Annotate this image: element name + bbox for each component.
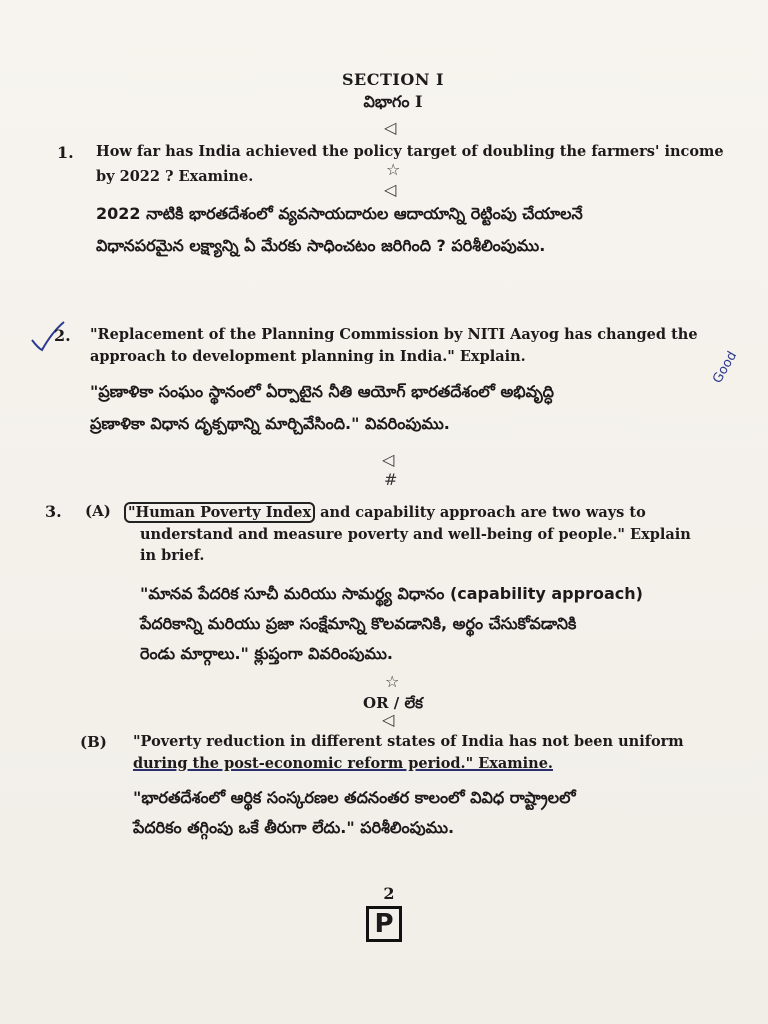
pen-triangle-mark: ◁ [384,180,397,199]
circled-term: "Human Poverty Index [124,502,315,523]
question-3b-english-line: during the post-economic reform period." Examine. [133,755,553,772]
booklet-code-box: P [366,906,402,942]
question-2-english-line: approach to development planning in India." Explain. [90,348,526,365]
question-2-telugu-line: ప్రణాళికా విధాన దృక్పథాన్ని మార్చివేసింది." వివరింపుము. [90,414,450,433]
option-label: (B) [80,733,107,751]
question-number: 1. [57,143,74,162]
question-3a-english-line [124,502,646,524]
question-3a-telugu-line: రెండు మార్గాలు." క్లుప్తంగా వివరింపుము. [140,644,394,663]
option-label: (A) [85,502,111,520]
question-1-telugu-line: విధానపరమైన లక్ష్యాన్ని ఏ మేరకు సాధించటం జరిగింది ? పరిశీలింపుము. [96,236,546,255]
question-3b-english-line: "Poverty reduction in different states of India has not been uniform [133,733,684,750]
question-3a-telugu-line: "మానవ పేదరిక సూచీ మరియు సామర్థ్య విధానం (capability approach) [140,584,643,603]
question-3b-telugu-line: "భారతదేశంలో ఆర్థిక సంస్కరణల తదనంతర కాలంలో వివిధ రాష్ట్రాలలో [133,788,576,807]
question-3a-text: and capability approach are two ways to [315,504,646,521]
question-2-telugu-line: "ప్రణాళికా సంఘం స్థానంలో ఏర్పాటైన నీతి ఆయోగ్ భారతదేశంలో అభివృద్ధి [90,382,554,401]
page-number: 2 [383,884,395,903]
question-1-telugu-line: 2022 నాటికి భారతదేశంలో వ్యవసాయదారుల ఆదాయాన్ని రెట్టింపు చేయాలనే [96,204,583,223]
pen-hash-mark: # [384,470,398,489]
pen-star-mark: ☆ [385,672,400,691]
question-3a-telugu-line: పేదరికాన్ని మరియు ప్రజా సంక్షేమాన్ని కొలవడానికి, అర్థం చేసుకోవడానికి [140,614,577,633]
pen-triangle-mark: ◁ [382,450,395,469]
pen-star-mark: ☆ [386,160,401,179]
pen-triangle-mark: ◁ [382,710,395,729]
question-1-english-line: by 2022 ? Examine. [96,168,254,185]
question-1-english-line: How far has India achieved the policy target of doubling the farmers' income [96,143,724,160]
section-title: SECTION I [342,70,444,89]
section-title-telugu: విభాగం I [363,92,423,111]
pen-triangle-mark: ◁ [384,118,397,137]
question-3b-telugu-line: పేదరికం తగ్గింపు ఒకే తీరుగా లేదు." పరిశీలింపుము. [133,818,455,837]
or-separator: OR / లేక [363,694,423,712]
question-number: 2. [54,326,71,345]
handwritten-note: Good [710,348,741,387]
question-2-english-line: "Replacement of the Planning Commission by NITI Aayog has changed the [90,326,698,343]
question-3a-english-line: in brief. [140,547,205,564]
question-number: 3. [45,502,62,521]
question-3a-english-line: understand and measure poverty and well-being of people." Explain [140,526,691,543]
